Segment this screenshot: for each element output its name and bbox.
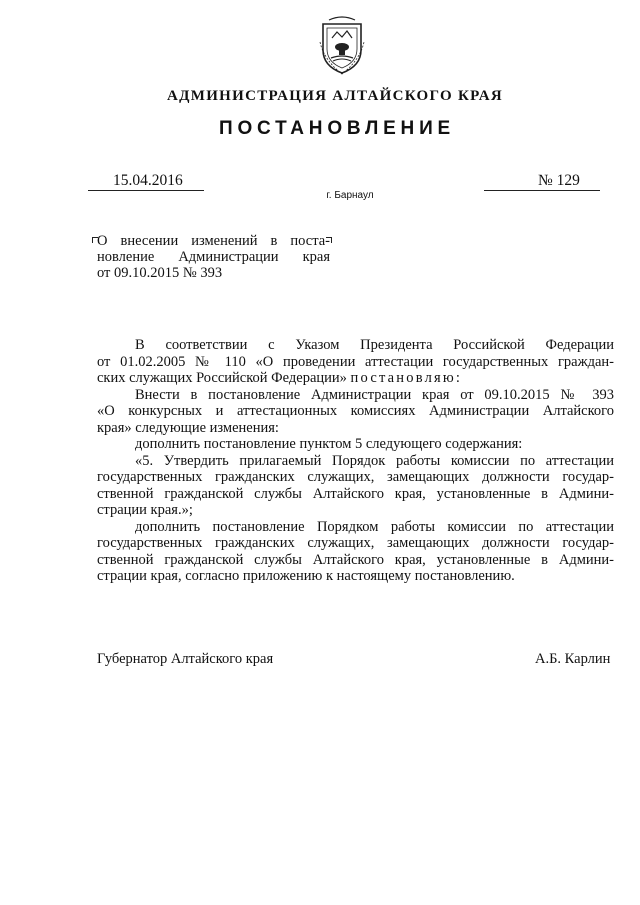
signatory-name: А.Б. Карлин xyxy=(535,651,611,667)
body-line: края» следующие изменения: xyxy=(97,419,279,436)
body-text: ских служащих Российской Федерации» xyxy=(97,370,347,386)
body-line: Внести в постановление Администрации края от 09.10.2015 № 393 xyxy=(135,386,614,403)
body-line: дополнить постановление Порядком работы комиссии по аттестации xyxy=(135,518,614,535)
body-line: ственной гражданской службы Алтайского края, установленные в Админи- xyxy=(97,485,614,502)
body-line: В соответствии с Указом Президента Российской Федерации xyxy=(135,337,614,353)
subject-line: новление Администрации края xyxy=(97,249,330,265)
document-number: № 129 xyxy=(538,172,580,189)
body-line: «О конкурсных и аттестационных комиссиях Администрации Алтайского xyxy=(97,403,614,419)
body-line: государственных гражданских служащих, замещающих должности государ- xyxy=(97,469,614,485)
body-line: дополнить постановление пунктом 5 следующего содержания: xyxy=(135,436,523,452)
document-body xyxy=(97,337,614,585)
subject-line: от 09.10.2015 № 393 xyxy=(97,265,223,281)
organization-name: АДМИНИСТРАЦИЯ АЛТАЙСКОГО КРАЯ xyxy=(167,88,503,104)
body-text: : xyxy=(455,370,460,386)
body-line xyxy=(97,370,614,387)
document-city: г. Барнаул xyxy=(326,190,374,201)
body-line: страции края, согласно приложению к настоящему постановлению. xyxy=(97,568,515,584)
decree-word: постановляю xyxy=(350,370,456,386)
document-type: ПОСТАНОВЛЕНИЕ xyxy=(218,118,456,139)
body-line: страции края.»; xyxy=(97,502,193,518)
signatory-position: Губернатор Алтайского края xyxy=(97,651,274,667)
document-subject xyxy=(97,233,330,281)
body-line: от 01.02.2005 № 110 «О проведении аттестации государственных граждан- xyxy=(97,353,614,370)
body-line: ственной гражданской службы Алтайского края, установленные в Админи- xyxy=(97,551,614,568)
document-date: 15.04.2016 xyxy=(113,172,183,189)
body-line: «5. Утвердить прилагаемый Порядок работы комиссии по аттестации xyxy=(135,452,614,469)
coat-of-arms-icon xyxy=(318,16,366,76)
subject-line: О внесении изменений в поста- xyxy=(97,233,330,249)
body-line: государственных гражданских служащих, замещающих должности государ- xyxy=(97,535,614,551)
